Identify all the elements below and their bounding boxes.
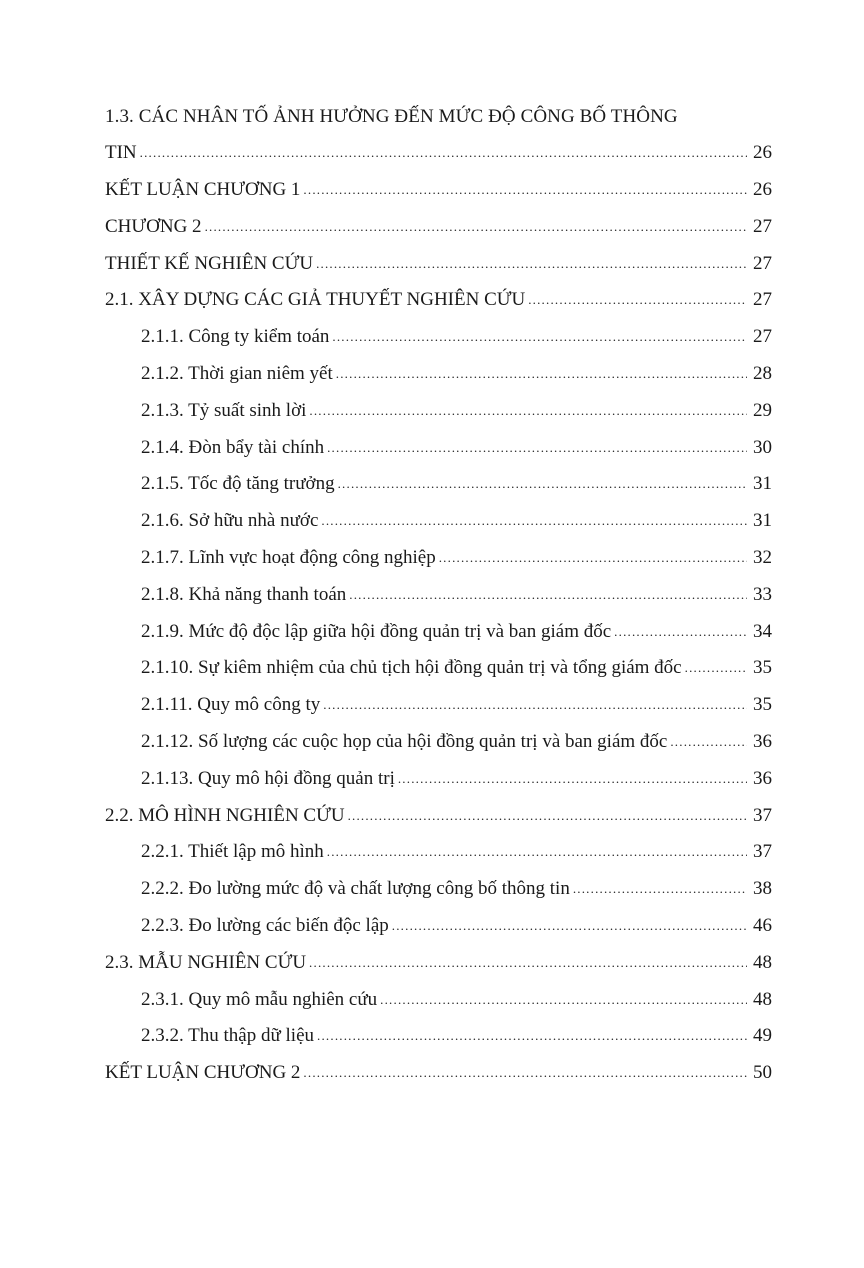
toc-entry[interactable] [105, 319, 772, 356]
toc-page-number: 35 [753, 657, 772, 679]
dot-leader [327, 430, 747, 467]
toc-entry[interactable] [105, 577, 772, 614]
toc-entry[interactable] [105, 834, 772, 871]
toc-entry-label: 2.1.13. Quy mô hội đồng quản trị [141, 767, 395, 789]
toc-page-number: 35 [753, 694, 772, 716]
toc-page-number: 27 [753, 215, 772, 237]
toc-entry-label: 2.1.8. Khả năng thanh toán [141, 583, 347, 605]
dot-leader [327, 834, 747, 871]
toc-entry[interactable] [105, 356, 772, 393]
dot-leader [317, 1018, 747, 1055]
toc-entry-label: 2.2.1. Thiết lập mô hình [141, 841, 324, 863]
toc-entry-line2 [105, 134, 772, 172]
toc-entry[interactable] [105, 540, 772, 577]
toc-page-number: 32 [753, 546, 772, 568]
toc-page-number: 26 [753, 179, 772, 200]
toc-page-number: 27 [753, 289, 772, 311]
dot-leader [573, 871, 747, 908]
dot-leader [670, 724, 747, 761]
toc-page-number: 36 [753, 730, 772, 752]
toc-entry[interactable] [105, 246, 772, 283]
dot-leader [323, 687, 747, 724]
toc-entry-label: 2.1.5. Tốc độ tăng trưởng [141, 473, 335, 495]
toc-entry[interactable] [105, 871, 772, 908]
dot-leader [349, 577, 747, 614]
dot-leader [348, 798, 747, 835]
toc-page-number: 37 [753, 841, 772, 863]
toc-entry-label: KẾT LUẬN CHƯƠNG 1 [105, 179, 301, 200]
toc-page-number: 27 [753, 252, 772, 274]
toc-page-number: 33 [753, 583, 772, 605]
dot-leader [338, 466, 747, 503]
toc-entry[interactable] [105, 614, 772, 651]
dot-leader [140, 134, 747, 172]
toc-entry-label: 2.1.7. Lĩnh vực hoạt động công nghiệp [141, 546, 436, 568]
toc-page-number: 31 [753, 473, 772, 495]
toc-entry-label: 2.1.6. Sở hữu nhà nước [141, 510, 319, 532]
toc-page-number: 50 [753, 1062, 772, 1084]
toc-page-number: 46 [753, 914, 772, 936]
dot-leader [205, 209, 747, 246]
toc-page-number: 31 [753, 510, 772, 532]
dot-leader [336, 356, 747, 393]
toc-page-number: 36 [753, 767, 772, 789]
toc-entry[interactable] [105, 724, 772, 761]
toc-entry-label-line1: 1.3. CÁC NHÂN TỐ ẢNH HƯỞNG ĐẾN MỨC ĐỘ CÔNG BỐ THÔNG [105, 106, 678, 127]
toc-entry[interactable] [105, 761, 772, 798]
toc-page-number: 27 [753, 326, 772, 348]
toc-entry-label: CHƯƠNG 2 [105, 215, 202, 237]
toc-entry[interactable] [105, 209, 772, 246]
toc-entry-label: 2.1.3. Tỷ suất sinh lời [141, 399, 307, 421]
toc-entry[interactable] [105, 687, 772, 724]
toc-entry[interactable] [105, 1055, 772, 1092]
toc-page-number: 37 [753, 804, 772, 826]
toc-entry-label: 2.2.3. Đo lường các biến độc lập [141, 914, 389, 936]
toc-entry[interactable] [105, 503, 772, 540]
toc-page-number: 48 [753, 951, 772, 973]
toc-entry-label: 2.3.2. Thu thập dữ liệu [141, 1025, 315, 1047]
toc-entry-label: THIẾT KẾ NGHIÊN CỨU [105, 252, 314, 274]
dot-leader [316, 246, 747, 283]
toc-entry-label: 2.1.11. Quy mô công ty [141, 694, 321, 716]
toc-entry-label: 2.1.10. Sự kiêm nhiệm của chủ tịch hội đồng quản trị và tổng giám đốc [141, 657, 682, 679]
toc-entry[interactable] [105, 982, 772, 1019]
toc-entry-label: 2.1. XÂY DỰNG CÁC GIẢ THUYẾT NGHIÊN CỨU [105, 289, 526, 311]
toc-entry-label: KẾT LUẬN CHƯƠNG 2 [105, 1062, 301, 1084]
toc-entry[interactable] [105, 172, 772, 209]
toc-entry[interactable] [105, 798, 772, 835]
toc-entry[interactable] [105, 393, 772, 430]
toc-entry-label: 2.1.2. Thời gian niêm yết [141, 362, 333, 384]
toc-page-number: 49 [753, 1025, 772, 1047]
toc-entry-label: 2.3. MẪU NGHIÊN CỨU [105, 951, 307, 973]
toc-page-number: 29 [753, 399, 772, 421]
toc-entry[interactable] [105, 908, 772, 945]
toc-entry[interactable] [105, 430, 772, 467]
dot-leader [332, 319, 747, 356]
toc-entry-label: 2.1.1. Công ty kiểm toán [141, 326, 330, 348]
toc-entry-label: 2.2. MÔ HÌNH NGHIÊN CỨU [105, 804, 345, 826]
toc-entry[interactable] [105, 1018, 772, 1055]
dot-leader [309, 393, 747, 430]
toc-entry-label: 2.1.4. Đòn bẩy tài chính [141, 436, 325, 458]
toc-page-number: 48 [753, 988, 772, 1010]
toc-entry[interactable] [105, 466, 772, 503]
toc-page-number: 34 [753, 620, 772, 642]
toc-entry[interactable] [105, 282, 772, 319]
dot-leader [398, 761, 747, 798]
toc-entry-label: 2.2.2. Đo lường mức độ và chất lượng công bố thông tin [141, 878, 570, 900]
toc-entry[interactable] [105, 945, 772, 982]
dot-leader [392, 908, 747, 945]
dot-leader [380, 982, 747, 1019]
table-of-contents [105, 100, 772, 1092]
toc-entry-1-3[interactable] [105, 100, 772, 172]
toc-entry-list [105, 172, 772, 1092]
toc-page-number: 30 [753, 436, 772, 458]
dot-leader [685, 650, 747, 687]
dot-leader [614, 614, 747, 651]
dot-leader [303, 172, 747, 209]
toc-entry-label: 2.3.1. Quy mô mẫu nghiên cứu [141, 988, 378, 1010]
dot-leader [303, 1055, 747, 1092]
toc-entry[interactable] [105, 650, 772, 687]
toc-entry-label: 2.1.9. Mức độ độc lập giữa hội đồng quản trị và ban giám đốc [141, 620, 612, 642]
dot-leader [321, 503, 747, 540]
dot-leader [309, 945, 747, 982]
toc-page-number: 38 [753, 878, 772, 900]
toc-entry-label: 2.1.12. Số lượng các cuộc họp của hội đồng quản trị và ban giám đốc [141, 730, 668, 752]
toc-page-number: 26 [753, 142, 772, 163]
dot-leader [439, 540, 747, 577]
toc-entry-label-line2: TIN [105, 142, 137, 163]
toc-page-number: 28 [753, 362, 772, 384]
dot-leader [528, 282, 747, 319]
